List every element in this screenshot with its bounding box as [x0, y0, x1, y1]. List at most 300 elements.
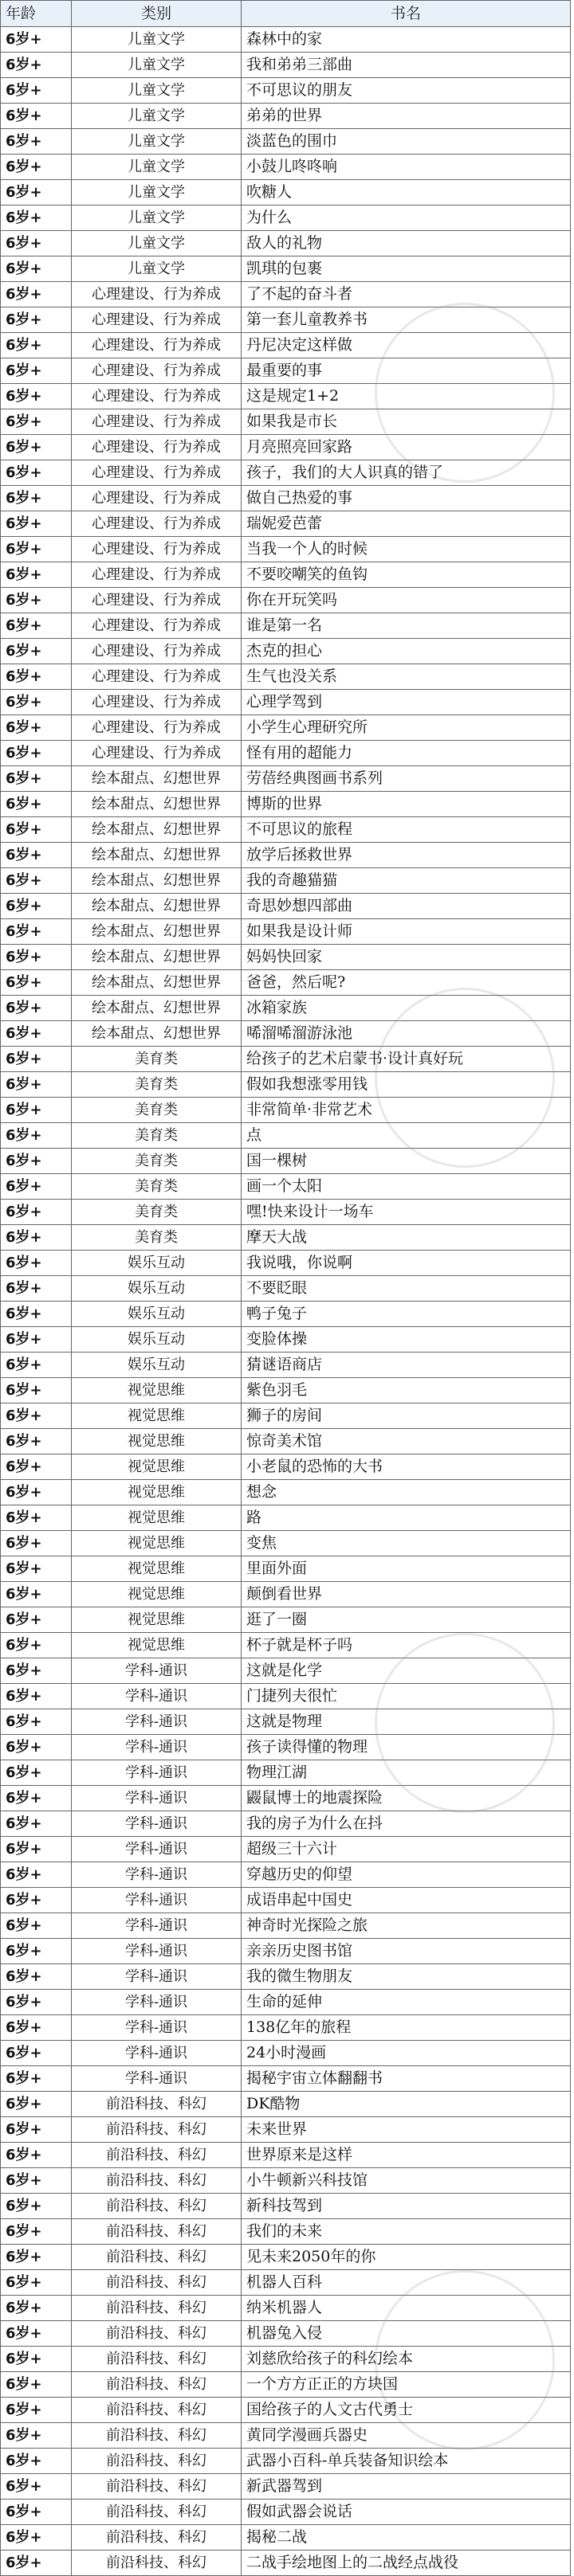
- row-title: 想念: [242, 1480, 571, 1505]
- row-age: 6岁+: [1, 2194, 72, 2219]
- row-age: 6岁+: [1, 129, 72, 155]
- row-age: 6岁+: [1, 1939, 72, 1964]
- row-age: 6岁+: [1, 409, 72, 435]
- row-title: 黄同学漫画兵器史: [242, 2423, 571, 2449]
- row-age: 6岁+: [1, 460, 72, 486]
- table-row: [1, 1276, 571, 1302]
- row-age: 6岁+: [1, 1021, 72, 1047]
- row-age: 6岁+: [1, 1200, 72, 1225]
- row-age: 6岁+: [1, 1047, 72, 1072]
- row-title: 世界原来是这样: [242, 2143, 571, 2168]
- row-title: 机器兔入侵: [242, 2321, 571, 2347]
- table-row: [1, 792, 571, 817]
- row-title: 门捷列夫很忙: [242, 1684, 571, 1709]
- row-title: 鸭子兔子: [242, 1302, 571, 1327]
- table-row: [1, 384, 571, 409]
- table-row: [1, 2041, 571, 2066]
- row-category: 前沿科技、科幻: [72, 2398, 242, 2423]
- table-row: [1, 2423, 571, 2449]
- row-title: 生气也没关系: [242, 664, 571, 690]
- row-title: 为什么: [242, 206, 571, 231]
- row-title: 孩子，我们的大人识真的错了: [242, 460, 571, 486]
- row-category: 绘本甜点、幻想世界: [72, 817, 242, 843]
- row-category: 视觉思维: [72, 1556, 242, 1582]
- row-age: 6岁+: [1, 2525, 72, 2551]
- row-category: 儿童文学: [72, 231, 242, 256]
- row-title: 凯琪的包裹: [242, 256, 571, 282]
- row-category: 儿童文学: [72, 256, 242, 282]
- row-age: 6岁+: [1, 2551, 72, 2576]
- row-age: 6岁+: [1, 333, 72, 358]
- row-age: 6岁+: [1, 53, 72, 78]
- table-row: [1, 2398, 571, 2423]
- table-row: [1, 206, 571, 231]
- row-category: 前沿科技、科幻: [72, 2347, 242, 2372]
- row-category: 学科-通识: [72, 1709, 242, 1735]
- table-row: [1, 2372, 571, 2398]
- row-category: 娱乐互动: [72, 1276, 242, 1302]
- row-category: 儿童文学: [72, 27, 242, 53]
- row-category: 儿童文学: [72, 180, 242, 206]
- table-row: [1, 1888, 571, 1913]
- table-row: [1, 231, 571, 256]
- table-row: [1, 1454, 571, 1480]
- row-title: 第一套儿童教养书: [242, 307, 571, 333]
- row-age: 6岁+: [1, 741, 72, 766]
- row-category: 美育类: [72, 1200, 242, 1225]
- row-category: 心理建设、行为养成: [72, 358, 242, 384]
- row-title: 不可思议的朋友: [242, 78, 571, 104]
- row-age: 6岁+: [1, 1225, 72, 1251]
- row-title: 如果我是市长: [242, 409, 571, 435]
- row-title: 月亮照亮回家路: [242, 435, 571, 460]
- table-row: [1, 1837, 571, 1862]
- row-category: 美育类: [72, 1149, 242, 1174]
- row-category: 学科-通识: [72, 1862, 242, 1888]
- row-age: 6岁+: [1, 1556, 72, 1582]
- row-age: 6岁+: [1, 613, 72, 639]
- row-category: 学科-通识: [72, 1658, 242, 1684]
- row-title: 猜谜语商店: [242, 1353, 571, 1378]
- row-category: 美育类: [72, 1123, 242, 1149]
- row-title: 一个方方正正的方块国: [242, 2372, 571, 2398]
- row-title: 杯子就是杯子吗: [242, 1633, 571, 1658]
- row-title: 爸爸，然后呢?: [242, 970, 571, 996]
- table-row: [1, 537, 571, 562]
- row-category: 学科-通识: [72, 1760, 242, 1786]
- row-category: 儿童文学: [72, 155, 242, 180]
- row-title: 做自己热爱的事: [242, 486, 571, 511]
- row-title: 鼹鼠博士的地震探险: [242, 1786, 571, 1811]
- table-row: [1, 1429, 571, 1454]
- table-row: [1, 333, 571, 358]
- row-title: 这就是物理: [242, 1709, 571, 1735]
- row-age: 6岁+: [1, 1735, 72, 1760]
- row-title: 揭秘二战: [242, 2525, 571, 2551]
- table-row: [1, 690, 571, 715]
- row-title: 小牛顿新兴科技馆: [242, 2168, 571, 2194]
- row-category: 绘本甜点、幻想世界: [72, 843, 242, 868]
- row-title: 机器人百科: [242, 2270, 571, 2296]
- row-age: 6岁+: [1, 384, 72, 409]
- row-age: 6岁+: [1, 1353, 72, 1378]
- row-age: 6岁+: [1, 2270, 72, 2296]
- row-age: 6岁+: [1, 2500, 72, 2525]
- row-age: 6岁+: [1, 1990, 72, 2015]
- table-row: [1, 2143, 571, 2168]
- table-row: [1, 1353, 571, 1378]
- row-age: 6岁+: [1, 1174, 72, 1200]
- row-age: 6岁+: [1, 1098, 72, 1123]
- row-age: 6岁+: [1, 180, 72, 206]
- row-category: 美育类: [72, 1225, 242, 1251]
- row-category: 绘本甜点、幻想世界: [72, 919, 242, 945]
- table-row: [1, 639, 571, 664]
- row-title: 假如我想涨零用钱: [242, 1072, 571, 1098]
- row-category: 心理建设、行为养成: [72, 486, 242, 511]
- row-category: 心理建设、行为养成: [72, 409, 242, 435]
- table-row: [1, 766, 571, 792]
- table-row: [1, 307, 571, 333]
- row-age: 6岁+: [1, 2143, 72, 2168]
- table-row: [1, 1021, 571, 1047]
- row-age: 6岁+: [1, 1811, 72, 1837]
- table-row: [1, 741, 571, 766]
- row-age: 6岁+: [1, 2092, 72, 2117]
- table-row: [1, 1735, 571, 1760]
- row-title: 放学后拯救世界: [242, 843, 571, 868]
- row-age: 6岁+: [1, 511, 72, 537]
- row-age: 6岁+: [1, 1760, 72, 1786]
- row-category: 视觉思维: [72, 1607, 242, 1633]
- row-category: 娱乐互动: [72, 1353, 242, 1378]
- row-title: 博斯的世界: [242, 792, 571, 817]
- table-row: [1, 588, 571, 613]
- table-row: [1, 78, 571, 104]
- row-age: 6岁+: [1, 2066, 72, 2092]
- row-category: 心理建设、行为养成: [72, 690, 242, 715]
- row-title: 弟弟的世界: [242, 104, 571, 129]
- row-category: 儿童文学: [72, 78, 242, 104]
- table-row: [1, 1786, 571, 1811]
- row-category: 前沿科技、科幻: [72, 2321, 242, 2347]
- table-row: [1, 2347, 571, 2372]
- row-age: 6岁+: [1, 690, 72, 715]
- row-age: 6岁+: [1, 1403, 72, 1429]
- table-row: [1, 1149, 571, 1174]
- row-category: 视觉思维: [72, 1403, 242, 1429]
- row-title: 成语串起中国史: [242, 1888, 571, 1913]
- row-category: 心理建设、行为养成: [72, 715, 242, 741]
- row-category: 前沿科技、科幻: [72, 2551, 242, 2576]
- row-age: 6岁+: [1, 588, 72, 613]
- row-category: 心理建设、行为养成: [72, 435, 242, 460]
- row-category: 绘本甜点、幻想世界: [72, 945, 242, 970]
- row-category: 心理建设、行为养成: [72, 333, 242, 358]
- table-row: [1, 945, 571, 970]
- row-category: 心理建设、行为养成: [72, 664, 242, 690]
- table-row: [1, 664, 571, 690]
- row-age: 6岁+: [1, 715, 72, 741]
- table-row: [1, 2525, 571, 2551]
- row-category: 前沿科技、科幻: [72, 2525, 242, 2551]
- row-category: 心理建设、行为养成: [72, 460, 242, 486]
- table-row: [1, 53, 571, 78]
- row-title: 奇思妙想四部曲: [242, 894, 571, 919]
- header-category: 类别: [72, 1, 242, 27]
- row-age: 6岁+: [1, 1786, 72, 1811]
- table-row: [1, 1505, 571, 1531]
- row-age: 6岁+: [1, 2296, 72, 2321]
- row-title: 嘿!快来设计一场车: [242, 1200, 571, 1225]
- row-title: 唏溜唏溜游泳池: [242, 1021, 571, 1047]
- header-title: 书名: [242, 1, 571, 27]
- table-row: [1, 1633, 571, 1658]
- row-category: 前沿科技、科幻: [72, 2168, 242, 2194]
- row-title: 瑞妮爱芭蕾: [242, 511, 571, 537]
- row-age: 6岁+: [1, 2117, 72, 2143]
- row-category: 学科-通识: [72, 1811, 242, 1837]
- row-category: 视觉思维: [72, 1454, 242, 1480]
- table-row: [1, 256, 571, 282]
- row-title: 我和弟弟三部曲: [242, 53, 571, 78]
- row-title: 武器小百科-单兵装备知识绘本: [242, 2449, 571, 2474]
- row-age: 6岁+: [1, 1251, 72, 1276]
- row-category: 绘本甜点、幻想世界: [72, 970, 242, 996]
- row-title: 心理学驾到: [242, 690, 571, 715]
- row-category: 儿童文学: [72, 206, 242, 231]
- table-row: [1, 843, 571, 868]
- row-title: 颠倒看世界: [242, 1582, 571, 1607]
- table-row: [1, 2194, 571, 2219]
- row-category: 前沿科技、科幻: [72, 2219, 242, 2245]
- row-title: 我们的未来: [242, 2219, 571, 2245]
- table-row: [1, 1480, 571, 1505]
- row-title: 吹糖人: [242, 180, 571, 206]
- table-row: [1, 435, 571, 460]
- row-age: 6岁+: [1, 2423, 72, 2449]
- row-title: 小老鼠的恐怖的大书: [242, 1454, 571, 1480]
- table-row: [1, 1939, 571, 1964]
- row-title: 新武器驾到: [242, 2474, 571, 2500]
- table-row: [1, 1862, 571, 1888]
- row-category: 学科-通识: [72, 1888, 242, 1913]
- table-row: [1, 2117, 571, 2143]
- table-row: [1, 2015, 571, 2041]
- row-age: 6岁+: [1, 792, 72, 817]
- row-age: 6岁+: [1, 1913, 72, 1939]
- row-category: 学科-通识: [72, 1837, 242, 1862]
- row-title: 你在开玩笑吗: [242, 588, 571, 613]
- row-age: 6岁+: [1, 1429, 72, 1454]
- row-age: 6岁+: [1, 1480, 72, 1505]
- row-title: 不要咬嘲笑的鱼钩: [242, 562, 571, 588]
- table-row: [1, 1658, 571, 1684]
- table-row: [1, 2296, 571, 2321]
- table-row: [1, 1760, 571, 1786]
- row-category: 前沿科技、科幻: [72, 2372, 242, 2398]
- table-row: [1, 2066, 571, 2092]
- row-age: 6岁+: [1, 1837, 72, 1862]
- row-category: 儿童文学: [72, 129, 242, 155]
- header-age: 年龄: [1, 1, 72, 27]
- table-row: [1, 2321, 571, 2347]
- table-row: [1, 2270, 571, 2296]
- table-row: [1, 129, 571, 155]
- row-category: 视觉思维: [72, 1378, 242, 1403]
- row-category: 娱乐互动: [72, 1302, 242, 1327]
- row-title: 假如武器会说话: [242, 2500, 571, 2525]
- table-row: [1, 1072, 571, 1098]
- table-row: [1, 1098, 571, 1123]
- row-category: 心理建设、行为养成: [72, 588, 242, 613]
- row-age: 6岁+: [1, 104, 72, 129]
- row-category: 美育类: [72, 1174, 242, 1200]
- row-age: 6岁+: [1, 945, 72, 970]
- row-category: 学科-通识: [72, 1939, 242, 1964]
- table-row: [1, 282, 571, 307]
- table-row: [1, 715, 571, 741]
- row-age: 6岁+: [1, 2015, 72, 2041]
- row-title: 最重要的事: [242, 358, 571, 384]
- row-category: 前沿科技、科幻: [72, 2092, 242, 2117]
- row-title: 变焦: [242, 1531, 571, 1556]
- row-category: 视觉思维: [72, 1531, 242, 1556]
- table-row: [1, 2168, 571, 2194]
- row-title: 我的房子为什么在抖: [242, 1811, 571, 1837]
- row-category: 绘本甜点、幻想世界: [72, 1021, 242, 1047]
- table-row: [1, 486, 571, 511]
- table-row: [1, 1200, 571, 1225]
- row-title: 我的微生物朋友: [242, 1964, 571, 1990]
- row-category: 心理建设、行为养成: [72, 282, 242, 307]
- table-row: [1, 1302, 571, 1327]
- table-row: [1, 2551, 571, 2576]
- row-category: 视觉思维: [72, 1505, 242, 1531]
- row-category: 前沿科技、科幻: [72, 2474, 242, 2500]
- row-title: 点: [242, 1123, 571, 1149]
- table-row: [1, 1709, 571, 1735]
- row-title: 我的奇趣猫猫: [242, 868, 571, 894]
- row-title: 紫色羽毛: [242, 1378, 571, 1403]
- row-category: 学科-通识: [72, 1735, 242, 1760]
- table-row: [1, 1123, 571, 1149]
- row-age: 6岁+: [1, 766, 72, 792]
- row-title: 24小时漫画: [242, 2041, 571, 2066]
- row-age: 6岁+: [1, 1378, 72, 1403]
- table-row: [1, 2219, 571, 2245]
- table-row: [1, 817, 571, 843]
- row-age: 6岁+: [1, 970, 72, 996]
- row-age: 6岁+: [1, 1582, 72, 1607]
- table-row: [1, 1582, 571, 1607]
- row-title: 这是规定1+2: [242, 384, 571, 409]
- table-row: [1, 2245, 571, 2270]
- row-category: 儿童文学: [72, 53, 242, 78]
- row-category: 娱乐互动: [72, 1327, 242, 1353]
- table-row: [1, 1913, 571, 1939]
- row-age: 6岁+: [1, 639, 72, 664]
- row-title: 未来世界: [242, 2117, 571, 2143]
- row-category: 美育类: [72, 1072, 242, 1098]
- row-age: 6岁+: [1, 1123, 72, 1149]
- row-category: 前沿科技、科幻: [72, 2423, 242, 2449]
- row-age: 6岁+: [1, 206, 72, 231]
- row-title: 如果我是设计师: [242, 919, 571, 945]
- row-title: 非常简单·非常艺术: [242, 1098, 571, 1123]
- row-category: 前沿科技、科幻: [72, 2117, 242, 2143]
- row-title: 冰箱家族: [242, 996, 571, 1021]
- row-age: 6岁+: [1, 2245, 72, 2270]
- table-row: [1, 1964, 571, 1990]
- row-age: 6岁+: [1, 1607, 72, 1633]
- row-age: 6岁+: [1, 843, 72, 868]
- table-row: [1, 894, 571, 919]
- row-category: 前沿科技、科幻: [72, 2194, 242, 2219]
- table-row: [1, 970, 571, 996]
- row-category: 视觉思维: [72, 1429, 242, 1454]
- table-row: [1, 2474, 571, 2500]
- row-title: 新科技驾到: [242, 2194, 571, 2219]
- row-title: 孩子读得懂的物理: [242, 1735, 571, 1760]
- row-title: 给孩子的艺术启蒙书·设计真好玩: [242, 1047, 571, 1072]
- row-age: 6岁+: [1, 1327, 72, 1353]
- row-category: 前沿科技、科幻: [72, 2143, 242, 2168]
- row-category: 娱乐互动: [72, 1251, 242, 1276]
- table-row: [1, 1811, 571, 1837]
- table-row: [1, 1607, 571, 1633]
- row-age: 6岁+: [1, 2168, 72, 2194]
- table-row: [1, 996, 571, 1021]
- row-age: 6岁+: [1, 256, 72, 282]
- row-age: 6岁+: [1, 919, 72, 945]
- row-age: 6岁+: [1, 2041, 72, 2066]
- row-title: 亲亲历史图书馆: [242, 1939, 571, 1964]
- row-age: 6岁+: [1, 2219, 72, 2245]
- row-category: 前沿科技、科幻: [72, 2449, 242, 2474]
- row-title: 画一个太阳: [242, 1174, 571, 1200]
- table-row: [1, 1684, 571, 1709]
- table-row: [1, 1327, 571, 1353]
- row-age: 6岁+: [1, 1658, 72, 1684]
- table-row: [1, 27, 571, 53]
- table-row: [1, 511, 571, 537]
- table-row: [1, 868, 571, 894]
- row-age: 6岁+: [1, 996, 72, 1021]
- row-category: 学科-通识: [72, 2041, 242, 2066]
- row-age: 6岁+: [1, 1072, 72, 1098]
- row-age: 6岁+: [1, 1276, 72, 1302]
- row-title: 怪有用的超能力: [242, 741, 571, 766]
- row-age: 6岁+: [1, 231, 72, 256]
- row-age: 6岁+: [1, 1709, 72, 1735]
- row-title: 不要眨眼: [242, 1276, 571, 1302]
- row-age: 6岁+: [1, 307, 72, 333]
- row-category: 心理建设、行为养成: [72, 613, 242, 639]
- row-category: 前沿科技、科幻: [72, 2296, 242, 2321]
- table-row: [1, 613, 571, 639]
- row-category: 心理建设、行为养成: [72, 384, 242, 409]
- table-row: [1, 1403, 571, 1429]
- row-title: DK酷物: [242, 2092, 571, 2117]
- row-age: 6岁+: [1, 1633, 72, 1658]
- table-row: [1, 1990, 571, 2015]
- row-age: 6岁+: [1, 1684, 72, 1709]
- row-title: 谁是第一名: [242, 613, 571, 639]
- row-category: 绘本甜点、幻想世界: [72, 766, 242, 792]
- row-age: 6岁+: [1, 2347, 72, 2372]
- row-age: 6岁+: [1, 2321, 72, 2347]
